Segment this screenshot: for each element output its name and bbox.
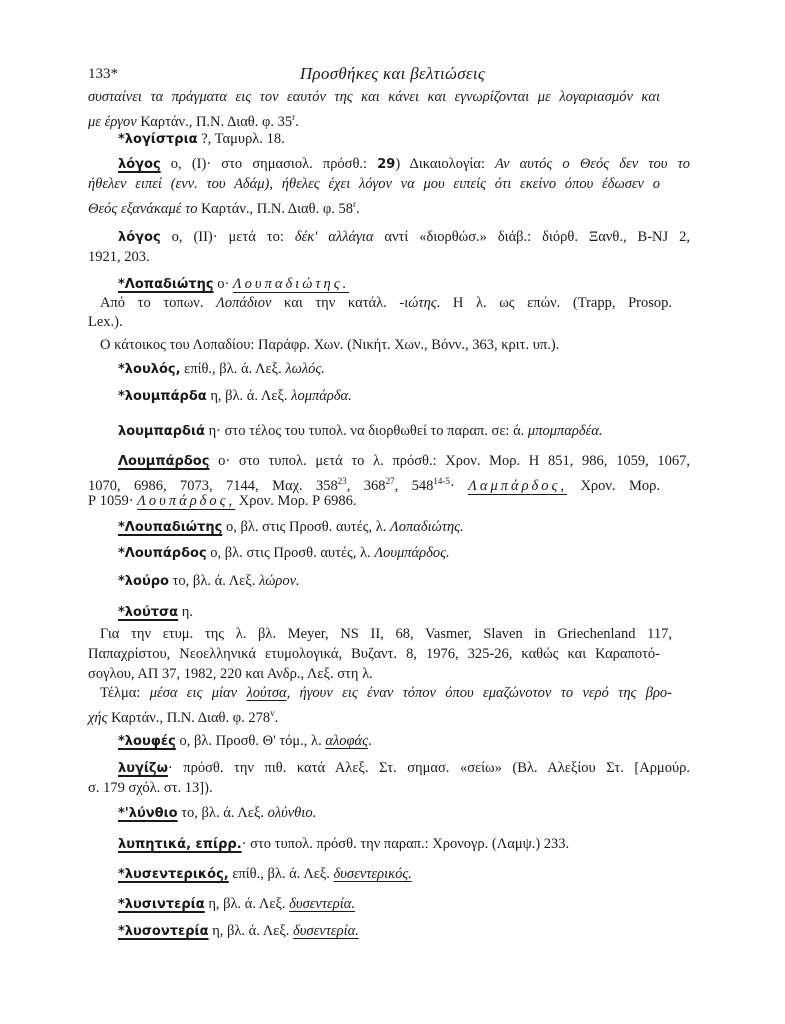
headword: *λυσιντερία (118, 897, 205, 912)
text-segment: ολύνθιο. (267, 805, 317, 821)
superscript: 14-5 (433, 476, 450, 486)
text-segment: η. (178, 604, 193, 620)
text-segment: η, βλ. ά. Λεξ. (204, 896, 290, 912)
text-line (118, 572, 300, 591)
text-line (118, 895, 355, 914)
text-line (118, 732, 372, 751)
headword: *Λοπαδιώτης (118, 277, 214, 292)
running-title: Προσθήκες και βελτιώσεις (299, 64, 486, 83)
text-line (88, 492, 357, 510)
text-line (118, 155, 690, 174)
text-segment: επίθ., βλ. ά. Λεξ. (228, 866, 334, 882)
text-segment: ο, βλ. στις Προσθ. αυτές, λ. (222, 519, 390, 535)
headword: λυπητικά, επίρρ. (118, 837, 242, 852)
text-line (88, 108, 299, 131)
text-line (118, 130, 285, 149)
text-segment: · (449, 478, 469, 494)
text-segment: λομπάρδα. (291, 388, 352, 404)
text-segment: . (274, 710, 279, 726)
text-segment: το, βλ. ά. Λεξ. (168, 573, 259, 589)
text-segment: Τέλμα: (100, 685, 150, 701)
text-segment: ) Δικαιολογία: (395, 156, 496, 172)
text-segment: λώρον. (258, 573, 300, 589)
text-line (118, 275, 349, 294)
headword: *λούτσα (118, 605, 179, 620)
text-segment: 1070, 6986, 7073, 7144, Μαχ. 358 (88, 478, 338, 494)
headword: Λουμπάρδος (118, 454, 210, 469)
text-segment: , 368 (346, 478, 386, 494)
text-segment: λούτσα (246, 685, 287, 701)
text-segment: Χρον. Μορ. (567, 478, 660, 494)
text-segment: ο, βλ. Προσθ. Θ' τόμ., λ. (175, 733, 326, 749)
text-segment: η· στο τέλος του τυπολ. να διορθωθεί το παραπ. σε: ά. (204, 423, 528, 439)
text-line (118, 518, 464, 537)
text-segment: , 548 (394, 478, 434, 494)
text-segment: Λουπάρδος, (137, 493, 236, 509)
superscript: v (270, 708, 275, 718)
headword: λουμπαρδιά (118, 424, 205, 439)
text-line (100, 625, 672, 643)
text-segment: Για την ετυμ. της λ. βλ. Meyer, NS II, 68, Vasmer, Slaven in Griechenland 117, (100, 626, 672, 642)
text-segment: Αν αυτός ο Θεός δεν του το (495, 156, 691, 172)
headword: 29 (377, 157, 396, 172)
headword: *λουμπάρδα (118, 389, 207, 404)
headword: *λυσεντερικός, (118, 867, 229, 882)
text-segment: Καρτάν., Π.Ν. Διαθ. φ. 58 (201, 201, 353, 217)
text-segment: ?, Ταμυρλ. 18. (197, 131, 285, 147)
superscript: 27 (385, 476, 395, 486)
text-segment: Λαμπάρδος, (468, 478, 568, 494)
text-segment: ο· στο τυπολ. μετά το λ. πρόσθ.: Χρον. Μορ. Η 851, 986, 1059, 1067, (209, 453, 690, 469)
headword: λόγος (118, 230, 161, 245)
text-segment: Λουπαδιώτης. (232, 276, 350, 292)
text-line (88, 195, 360, 218)
headword: *Λουπαδιώτης (118, 520, 223, 535)
text-segment: δέκ' αλλάγια (294, 229, 374, 245)
text-segment: Λοπάδιον (216, 295, 272, 311)
text-line (118, 865, 412, 884)
text-segment: · στο τυπολ. πρόσθ. την παραπ.: Χρονογρ. (Λαμψ.) 233. (241, 836, 570, 852)
headword: *λογίστρια (118, 132, 198, 147)
text-line (88, 248, 150, 266)
text-segment: με έργον (88, 114, 141, 130)
headword: *λυσοντερία (118, 924, 209, 939)
text-segment: λωλός. (285, 361, 325, 377)
text-segment: δυσεντερία. (289, 896, 355, 912)
text-line (118, 228, 690, 247)
text-line (118, 603, 193, 622)
text-segment: ο, (ΙΙ)· μετά το: (160, 229, 295, 245)
text-segment: μέσα εις μίαν (149, 685, 247, 701)
text-segment: Θεός εξανάκαμέ το (88, 201, 202, 217)
text-segment: . (355, 201, 360, 217)
text-line (100, 294, 672, 312)
text-line (88, 779, 213, 797)
text-segment: δυσεντερία. (293, 923, 359, 939)
text-segment: ήθελεν ειπεί (ενν. του Αδάμ), ήθελες έχει λόγον να μου ειπείς ότι εκείνο όπου έδωσεν ο (88, 176, 660, 192)
superscript: r (352, 199, 356, 209)
page-number: 133* (88, 66, 118, 82)
text-line (100, 336, 559, 354)
text-segment: το, βλ. ά. Λεξ. (177, 805, 268, 821)
headword: *λούρο (118, 574, 169, 589)
text-line (118, 452, 690, 471)
text-segment: συσταίνει τα πράγματα εις τον εαυτόν της και κάνει και εγνωρίζονται με λογαριασμόν και (88, 89, 660, 105)
text-segment: 1921, 203. (88, 249, 150, 265)
text-line (88, 313, 123, 331)
headword: λυγίζω (118, 761, 168, 776)
text-segment: Από το τοπων. (100, 295, 217, 311)
superscript: 23 (337, 476, 347, 486)
text-segment: ο, (Ι)· στο σημασιολ. πρόσθ.: (160, 156, 378, 172)
headword: *'λύνθιο (118, 806, 178, 821)
text-segment: μπομπαρδέα. (527, 423, 603, 439)
text-segment: Καρτάν., Π.Ν. Διαθ. φ. 35 (140, 114, 293, 130)
headword: *λουλός, (118, 362, 181, 377)
headword: λόγος (118, 157, 161, 172)
text-segment: αντί «διορθώσ.» διάβ.: διόρθ. Ξανθ., B-NJ 2, (373, 229, 690, 245)
text-segment: · πρόσθ. την πιθ. κατά Αλεξ. Στ. σημασ. «σείω» (Βλ. Αλεξίου Στ. [Αρμούρ. (167, 760, 690, 776)
text-segment: . (368, 733, 372, 749)
text-line (88, 88, 660, 106)
text-line (88, 665, 373, 683)
text-segment: δυσεντερικός. (333, 866, 412, 882)
headword: *Λουπάρδος (118, 546, 207, 561)
text-segment: η, βλ. ά. Λεξ. (208, 923, 294, 939)
text-line (118, 360, 325, 379)
text-line (118, 804, 316, 823)
text-line (88, 175, 660, 193)
text-segment: Λοπαδιώτης. (389, 519, 464, 535)
text-line (118, 759, 690, 778)
text-line (88, 645, 660, 663)
text-segment: . (295, 114, 299, 130)
text-segment: και την κατάλ. (271, 295, 400, 311)
text-segment: ο· (213, 276, 233, 292)
text-segment: Παπαχρίστου, Νεοελληνικά ετυμολογικά, Βυζαντ. 8, 1976, 325-26, καθώς και Καραποτό- (88, 646, 660, 662)
superscript: r (292, 112, 296, 122)
text-segment: Καρτάν., Π.Ν. Διαθ. φ. 278 (111, 710, 271, 726)
text-segment: Χρον. Μορ. Ρ 6986. (235, 493, 357, 509)
text-segment: σογλου, ΑΠ 37, 1982, 220 και Ανδρ., Λεξ. στη λ. (88, 666, 373, 682)
text-segment: αλοφάς (325, 733, 368, 749)
text-segment: σ. 179 σχόλ. στ. 13]). (88, 780, 213, 796)
text-segment: χής (88, 710, 112, 726)
text-segment: Λουμπάρδος. (374, 545, 450, 561)
text-line (118, 922, 359, 941)
text-line (118, 835, 569, 854)
text-line (88, 704, 278, 727)
text-segment: -ιώτης (399, 295, 437, 311)
text-line (118, 422, 603, 441)
text-segment: επίθ., βλ. ά. Λεξ. (180, 361, 286, 377)
text-segment: Ρ 1059· (88, 493, 138, 509)
headword: *λουφές (118, 734, 176, 749)
text-segment: ο, βλ. στις Προσθ. αυτές, λ. (206, 545, 375, 561)
text-segment: Ο κάτοικος του Λοπαδίου: Παράφρ. Χων. (Νικήτ. Χων., Βόνν., 363, κριτ. υπ.). (100, 337, 560, 353)
text-segment: , ήγουν εις έναν τόπον όπου εμαζώνοτον το νερό της βρο- (286, 685, 673, 701)
text-segment: Lex.). (88, 314, 123, 330)
text-line (100, 684, 672, 702)
text-segment: . Η λ. ως επών. (Trapp, Prosop. (436, 295, 672, 311)
text-segment: η, βλ. ά. Λεξ. (206, 388, 292, 404)
text-line (118, 544, 450, 563)
text-line (118, 387, 352, 406)
